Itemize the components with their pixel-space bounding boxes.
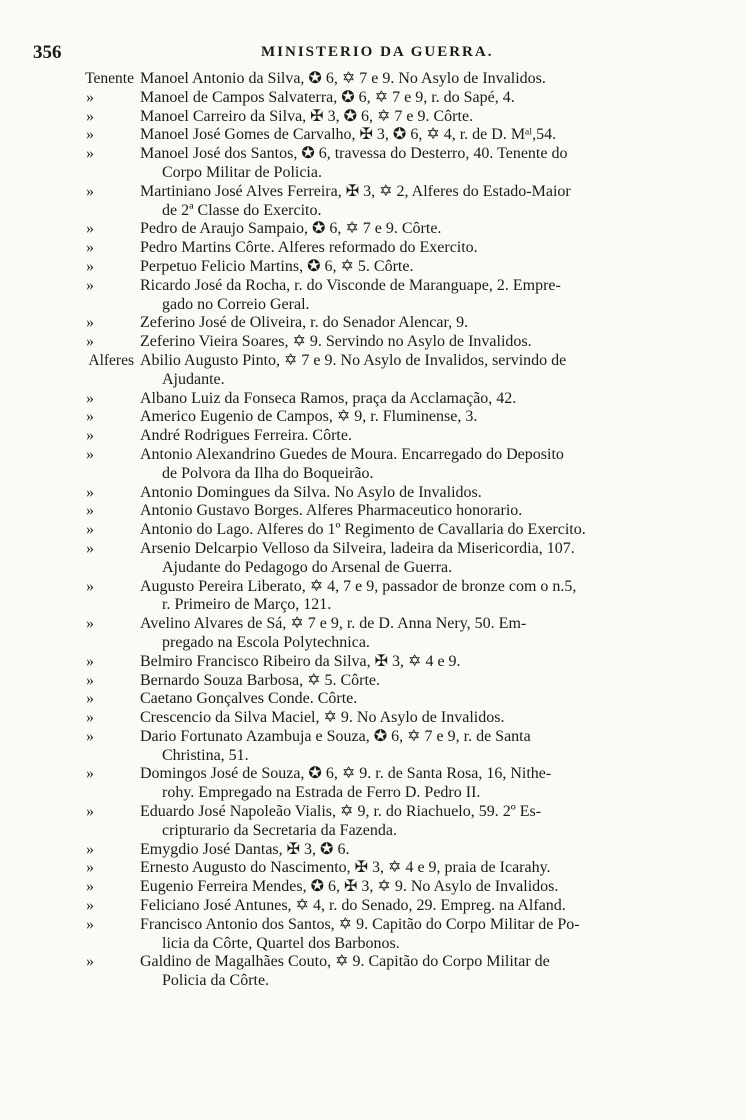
entry-line: Zeferino Vieira Soares, ✡ 9. Servindo no Asylo de Invalidos. [140, 333, 532, 351]
entry-text [140, 89, 700, 108]
rank-label: » [86, 445, 94, 463]
list-item [0, 841, 746, 860]
list-item [0, 897, 746, 916]
entry-line: Belmiro Francisco Ribeiro da Silva, ✠ 3, ✡ 4 e 9. [140, 652, 461, 670]
list-item [0, 352, 746, 390]
entry-text [140, 427, 700, 446]
list-item [0, 859, 746, 878]
rank-label: » [86, 333, 94, 351]
list-item [0, 427, 746, 446]
entry-line: Americo Eugenio de Campos, ✡ 9, r. Fluminense, 3. [140, 408, 478, 426]
entry-text [140, 258, 700, 277]
rank-label: » [86, 502, 94, 520]
entry-line: Caetano Gonçalves Conde. Côrte. [140, 690, 358, 708]
page-title: MINISTERIO DA GUERRA. [261, 44, 494, 60]
rank-label: Alferes [88, 351, 134, 369]
rank-label: » [86, 88, 94, 106]
entry-text [140, 540, 700, 578]
rank-label: » [86, 840, 94, 858]
entry-line: Bernardo Souza Barbosa, ✡ 5. Côrte. [140, 671, 381, 689]
rank-label: » [86, 727, 94, 745]
entry-line: Martiniano José Alves Ferreira, ✠ 3, ✡ 2, Alferes do Estado-Maior [140, 182, 571, 200]
entry-text [140, 841, 700, 860]
rank-label: Tenente [85, 70, 134, 87]
entry-text [140, 333, 700, 352]
entry-text [140, 728, 700, 766]
list-item [0, 484, 746, 503]
list-item [0, 126, 746, 145]
rank-label: » [86, 953, 94, 971]
entry-line: Eduardo José Napoleão Vialis, ✡ 9, r. do Riachuelo, 59. 2º Es- [140, 803, 542, 821]
rank-label: » [86, 389, 94, 407]
rank-label: » [86, 182, 94, 200]
list-item [0, 728, 746, 766]
entry-text [140, 126, 700, 145]
entry-text [140, 408, 700, 427]
entry-line: Perpetuo Felicio Martins, ✪ 6, ✡ 5. Côrte. [140, 257, 414, 275]
entry-line: Crescencio da Silva Maciel, ✡ 9. No Asylo de Invalidos. [140, 709, 505, 727]
entry-line: Arsenio Delcarpio Velloso da Silveira, ladeira da Misericordia, 107. [140, 539, 575, 557]
entry-line: Abilio Augusto Pinto, ✡ 7 e 9. No Asylo de Invalidos, servindo de [140, 351, 567, 369]
list-item [0, 765, 746, 803]
entry-line: Zeferino José de Oliveira, r. do Senador Alencar, 9. [140, 314, 469, 332]
entry-continuation-line: de 2ª Classe do Exercito. [162, 201, 322, 219]
list-item [0, 916, 746, 954]
entry-line: Manoel Carreiro da Silva, ✠ 3, ✪ 6, ✡ 7 e 9. Côrte. [140, 107, 474, 125]
list-item [0, 803, 746, 841]
entry-line: Manoel José dos Santos, ✪ 6, travessa do Desterro, 40. Tenente do [140, 145, 568, 163]
rank-label: » [86, 878, 94, 896]
list-item [0, 145, 746, 183]
entry-text [140, 352, 700, 390]
list-item [0, 953, 746, 991]
entry-line: Manoel José Gomes de Carvalho, ✠ 3, ✪ 6, ✡ 4, r. de D. Mᵃˡ,54. [140, 126, 557, 144]
rank-label: » [86, 276, 94, 294]
entry-text [140, 897, 700, 916]
rank-label: » [86, 220, 94, 238]
entry-text [140, 578, 700, 616]
entry-text [140, 859, 700, 878]
entry-continuation-line: rohy. Empregado na Estrada de Ferro D. Pedro II. [162, 784, 481, 802]
entry-continuation-line: de Polvora da Ilha do Boqueirão. [162, 464, 374, 482]
rank-label: » [86, 257, 94, 275]
list-item [0, 615, 746, 653]
entry-line: Manoel Antonio da Silva, ✪ 6, ✡ 7 e 9. No Asylo de Invalidos. [140, 70, 546, 87]
entry-text [140, 502, 700, 521]
entry-text [140, 690, 700, 709]
rank-label: » [86, 803, 94, 821]
entry-line: Manoel de Campos Salvaterra, ✪ 6, ✡ 7 e 9, r. do Sapé, 4. [140, 88, 515, 106]
list-item [0, 878, 746, 897]
rank-label: » [86, 239, 94, 257]
entry-text [140, 615, 700, 653]
list-item [0, 672, 746, 691]
entry-line: Ernesto Augusto do Nascimento, ✠ 3, ✡ 4 e 9, praia de Icarahy. [140, 859, 551, 877]
entry-continuation-line: licia da Côrte, Quartel dos Barbonos. [162, 934, 400, 952]
entry-text [140, 183, 700, 221]
entry-line: Avelino Alvares de Sá, ✡ 7 e 9, r. de D. Anna Nery, 50. Em- [140, 615, 527, 633]
entry-text [140, 390, 700, 409]
rank-label: » [86, 671, 94, 689]
entry-line: Dario Fortunato Azambuja e Souza, ✪ 6, ✡ 7 e 9, r. de Santa [140, 727, 531, 745]
entry-text [140, 220, 700, 239]
entry-continuation-line: Ajudante. [162, 370, 225, 388]
list-item [0, 390, 746, 409]
list-item [0, 521, 746, 540]
list-item [0, 653, 746, 672]
rank-label: » [86, 126, 94, 144]
rank-label: » [86, 615, 94, 633]
rank-label: » [86, 709, 94, 727]
rank-label: » [86, 539, 94, 557]
rank-label: » [86, 408, 94, 426]
rank-label: » [86, 483, 94, 501]
entry-line: Antonio Gustavo Borges. Alferes Pharmaceutico honorario. [140, 502, 523, 520]
entry-continuation-line: Ajudante do Pedagogo do Arsenal de Guerra. [162, 558, 453, 576]
list-item [0, 258, 746, 277]
rank-label: » [86, 897, 94, 915]
entry-continuation-line: r. Primeiro de Março, 121. [162, 596, 332, 614]
entry-line: Domingos José de Souza, ✪ 6, ✡ 9. r. de Santa Rosa, 16, Nithe- [140, 765, 552, 783]
rank-label: » [86, 145, 94, 163]
entry-list [0, 70, 746, 991]
entry-text [140, 878, 700, 897]
entry-line: Pedro Martins Côrte. Alferes reformado do Exercito. [140, 239, 478, 257]
entry-line: Emygdio José Dantas, ✠ 3, ✪ 6. [140, 840, 350, 858]
entry-text [140, 314, 700, 333]
entry-text [140, 672, 700, 691]
list-item [0, 502, 746, 521]
list-item [0, 183, 746, 221]
rank-label: » [86, 577, 94, 595]
entry-text [140, 803, 700, 841]
list-item [0, 89, 746, 108]
entry-text [140, 653, 700, 672]
rank-label: » [86, 107, 94, 125]
rank-label: » [86, 915, 94, 933]
entry-line: Antonio Alexandrino Guedes de Moura. Encarregado do Deposito [140, 445, 564, 463]
rank-label: » [86, 521, 94, 539]
entry-text [140, 521, 700, 540]
entry-text [140, 239, 700, 258]
list-item [0, 446, 746, 484]
entry-line: Antonio Domingues da Silva. No Asylo de Invalidos. [140, 483, 482, 501]
list-item [0, 108, 746, 127]
entry-line: Feliciano José Antunes, ✡ 4, r. do Senado, 29. Empreg. na Alfand. [140, 897, 566, 915]
entry-text [140, 70, 700, 89]
rank-label: » [86, 427, 94, 445]
entry-text [140, 277, 700, 315]
entry-line: Augusto Pereira Liberato, ✡ 4, 7 e 9, passador de bronze com o n.5, [140, 577, 577, 595]
entry-continuation-line: gado no Correio Geral. [162, 295, 310, 313]
entry-text [140, 108, 700, 127]
entry-text [140, 145, 700, 183]
entry-line: Eugenio Ferreira Mendes, ✪ 6, ✠ 3, ✡ 9. No Asylo de Invalidos. [140, 878, 559, 896]
entry-continuation-line: cripturario da Secretaria da Fazenda. [162, 821, 397, 839]
entry-text [140, 446, 700, 484]
page-header [33, 42, 693, 64]
rank-label: » [86, 314, 94, 332]
list-item [0, 239, 746, 258]
rank-label: » [86, 690, 94, 708]
entry-text [140, 765, 700, 803]
list-item [0, 690, 746, 709]
entry-line: Galdino de Magalhães Couto, ✡ 9. Capitão do Corpo Militar de [140, 953, 550, 971]
list-item [0, 540, 746, 578]
entry-text [140, 709, 700, 728]
rank-label: » [86, 859, 94, 877]
list-item [0, 408, 746, 427]
rank-label: » [86, 765, 94, 783]
entry-text [140, 953, 700, 991]
page-number: 356 [33, 42, 62, 63]
entry-line: Albano Luiz da Fonseca Ramos, praça da Acclamação, 42. [140, 389, 517, 407]
entry-text [140, 916, 700, 954]
list-item [0, 333, 746, 352]
list-item [0, 277, 746, 315]
entry-continuation-line: Corpo Militar de Policia. [162, 163, 322, 181]
entry-line: Antonio do Lago. Alferes do 1º Regimento de Cavallaria do Exercito. [140, 521, 586, 539]
list-item [0, 578, 746, 616]
list-item [0, 709, 746, 728]
entry-line: Pedro de Araujo Sampaio, ✪ 6, ✡ 7 e 9. Côrte. [140, 220, 442, 238]
entry-continuation-line: pregado na Escola Polytechnica. [162, 633, 370, 651]
list-item [0, 70, 746, 89]
entry-line: André Rodrigues Ferreira. Côrte. [140, 427, 352, 445]
entry-line: Ricardo José da Rocha, r. do Visconde de Maranguape, 2. Empre- [140, 276, 561, 294]
entry-line: Francisco Antonio dos Santos, ✡ 9. Capitão do Corpo Militar de Po- [140, 915, 580, 933]
entry-text [140, 484, 700, 503]
entry-continuation-line: Policia da Côrte. [162, 972, 270, 990]
list-item [0, 220, 746, 239]
list-item [0, 314, 746, 333]
rank-label: » [86, 652, 94, 670]
entry-continuation-line: Christina, 51. [162, 746, 249, 764]
